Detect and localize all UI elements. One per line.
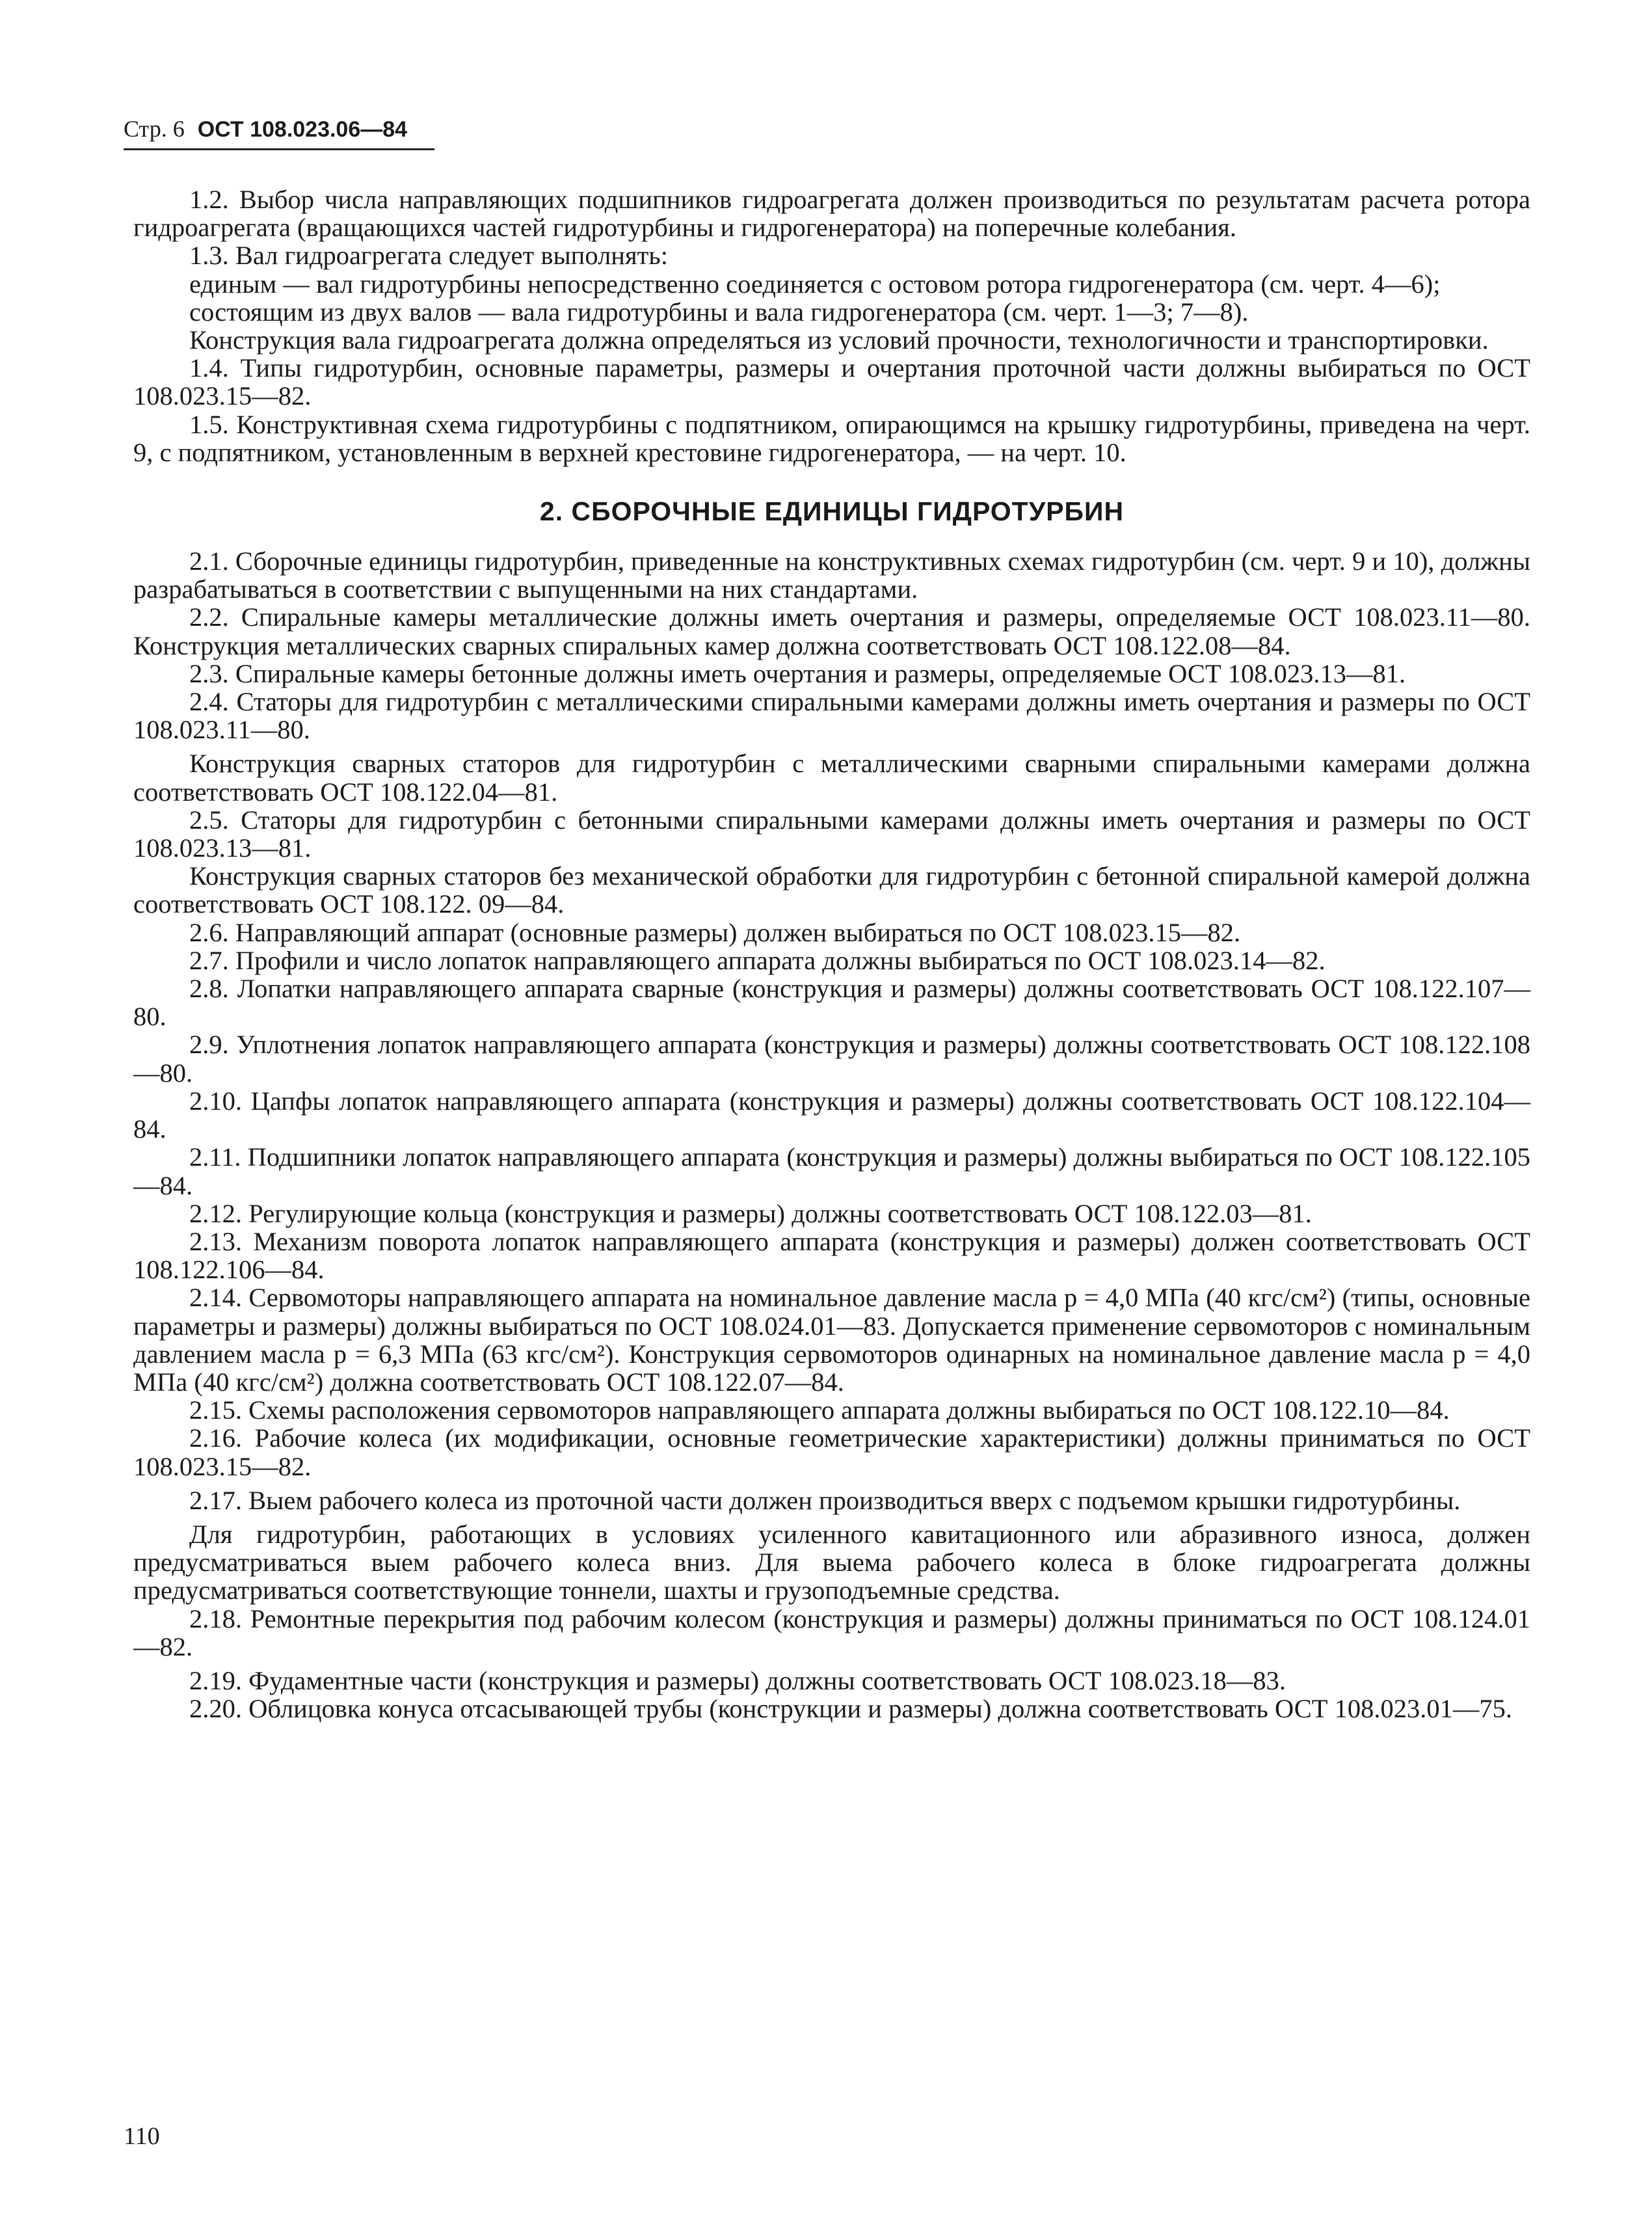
paragraph-2-3: 2.3. Спиральные камеры бетонные должны иметь очертания и размеры, определяемые ОСТ 108.023.13—81. [189, 658, 1406, 688]
page-header [124, 114, 407, 144]
paragraph-2-16: 2.16. Рабочие колеса (их модификации, основные геометрические характеристики) должны приниматься по ОСТ 108.023.15—82. [133, 1423, 1530, 1481]
paragraph-2-4: 2.4. Статоры для гидротурбин с металлическими спиральными камерами должны иметь очертания и размеры по ОСТ 108.023.11—80. [133, 687, 1530, 745]
paragraph-2-1: 2.1. Сборочные единицы гидротурбин, приведенные на конструктивных схемах гидротурбин (см. черт. 9 и 10), должны разрабатываться в соответствии с выпущенными на них стандартами. [133, 546, 1530, 604]
paragraph-1-3-construction: Конструкция вала гидроагрегата должна определяться из условий прочности, технологичности и транспортировки. [189, 325, 1489, 355]
paragraph-2-9: 2.9. Уплотнения лопаток направляющего аппарата (конструкция и размеры) должны соответствовать ОСТ 108.122.108—80. [133, 1030, 1530, 1088]
paragraph-2-11: 2.11. Подшипники лопаток направляющего аппарата (конструкция и размеры) должны выбираться по ОСТ 108.122.105—84. [133, 1142, 1530, 1200]
body-text [133, 185, 1530, 1723]
paragraph-2-8: 2.8. Лопатки направляющего аппарата сварные (конструкция и размеры) должны соответствовать ОСТ 108.122.107—80. [133, 974, 1530, 1032]
paragraph-2-5-construction: Конструкция сварных статоров без механической обработки для гидротурбин с бетонной спиральной камерой должна соответствовать ОСТ 108.122. 09—84. [133, 861, 1530, 919]
section-2-title: 2. СБОРОЧНЫЕ ЕДИНИЦЫ ГИДРОТУРБИН [539, 496, 1125, 527]
header-rule [124, 148, 434, 150]
standard-number: ОСТ 108.023.06—84 [197, 117, 408, 142]
paragraph-2-2: 2.2. Спиральные камеры металлические должны иметь очертания и размеры, определяемые ОСТ 108.023.11—80. Конструкция металлических сварных спиральных камер должна соответствовать ОСТ 108.122.08—84. [133, 602, 1530, 660]
paragraph-2-15: 2.15. Схемы расположения сервомоторов направляющего аппарата должны выбираться по ОСТ 108.122.10—84. [189, 1395, 1450, 1425]
paragraph-2-17: 2.17. Выем рабочего колеса из проточной части должен производиться вверх с подъемом крышки гидротурбины. [189, 1485, 1461, 1515]
paragraph-2-18: 2.18. Ремонтные перекрытия под рабочим колесом (конструкция и размеры) должны приниматься по ОСТ 108.124.01—82. [133, 1604, 1530, 1661]
paragraph-2-5: 2.5. Статоры для гидротурбин с бетонными спиральными камерами должны иметь очертания и размеры по ОСТ 108.023.13—81. [133, 805, 1530, 863]
paragraph-1-3-single: единым — вал гидротурбины непосредственно соединяется с остовом ротора гидрогенератора (см. черт. 4—6); [189, 269, 1441, 299]
paragraph-2-7: 2.7. Профили и число лопаток направляющего аппарата должны выбираться по ОСТ 108.023.14—82. [189, 945, 1326, 975]
page-label: Стр. 6 [124, 116, 185, 142]
paragraph-2-4-construction: Конструкция сварных статоров для гидротурбин с металлическими сварными спиральными камерами должна соответствовать ОСТ 108.122.04—81. [133, 749, 1530, 807]
paragraph-2-10: 2.10. Цапфы лопаток направляющего аппарата (конструкция и размеры) должны соответствовать ОСТ 108.122.104—84. [133, 1086, 1530, 1144]
paragraph-2-6: 2.6. Направляющий аппарат (основные размеры) должен выбираться по ОСТ 108.023.15—82. [189, 917, 1241, 947]
paragraph-1-4: 1.4. Типы гидротурбин, основные параметры, размеры и очертания проточной части должны выбираться по ОСТ 108.023.15—82. [133, 353, 1530, 411]
paragraph-2-12: 2.12. Регулирующие кольца (конструкция и размеры) должны соответствовать ОСТ 108.122.03—81. [189, 1198, 1312, 1228]
paragraph-1-3-double: состоящим из двух валов — вала гидротурбины и вала гидрогенератора (см. черт. 1—3; 7—8). [189, 297, 1249, 327]
page-number: 110 [124, 2123, 160, 2150]
paragraph-2-13: 2.13. Механизм поворота лопаток направляющего аппарата (конструкция и размеры) должен соответствовать ОСТ 108.122.106—84. [133, 1226, 1530, 1285]
paragraph-2-14: 2.14. Сервомоторы направляющего аппарата на номинальное давление масла p = 4,0 МПа (40 кгс/см²) (типы, основные параметры и размеры) должны выбираться по ОСТ 108.024.01—83. Допускается применение сервомоторов с номинальным давлением масла p = 6,3 МПа (63 кгс/см²). Конструкция сервомоторов одинарных на номинальное давление масла p = 4,0 МПа (40 кгс/см²) должна соответствовать ОСТ 108.122.07—84. [133, 1283, 1530, 1397]
paragraph-1-5: 1.5. Конструктивная схема гидротурбины с подпятником, опирающимся на крышку гидротурбины, приведена на черт. 9, с подпятником, установленным в верхней крестовине гидрогенератора, — на черт. 10. [133, 409, 1530, 467]
paragraph-1-3: 1.3. Вал гидроагрегата следует выполнять: [189, 241, 669, 271]
paragraph-2-19: 2.19. Фудаментные части (конструкция и размеры) должны соответствовать ОСТ 108.023.18—83. [189, 1665, 1286, 1695]
paragraph-2-20: 2.20. Облицовка конуса отсасывающей трубы (конструкции и размеры) должна соответствовать ОСТ 108.023.01—75. [189, 1694, 1512, 1724]
paragraph-2-17-note: Для гидротурбин, работающих в условиях усиленного кавитационного или абразивного износа, должен предусматриваться выем рабочего колеса вниз. Для выема рабочего колеса в блоке гидроагрегата должны предусматриваться соответствующие тоннели, шахты и грузоподъемные средства. [133, 1519, 1530, 1605]
paragraph-1-2: 1.2. Выбор числа направляющих подшипников гидроагрегата должен производиться по результатам расчета ротора гидроагрегата (вращающихся частей гидротурбины и гидрогенератора) на поперечные колебания. [133, 185, 1530, 243]
